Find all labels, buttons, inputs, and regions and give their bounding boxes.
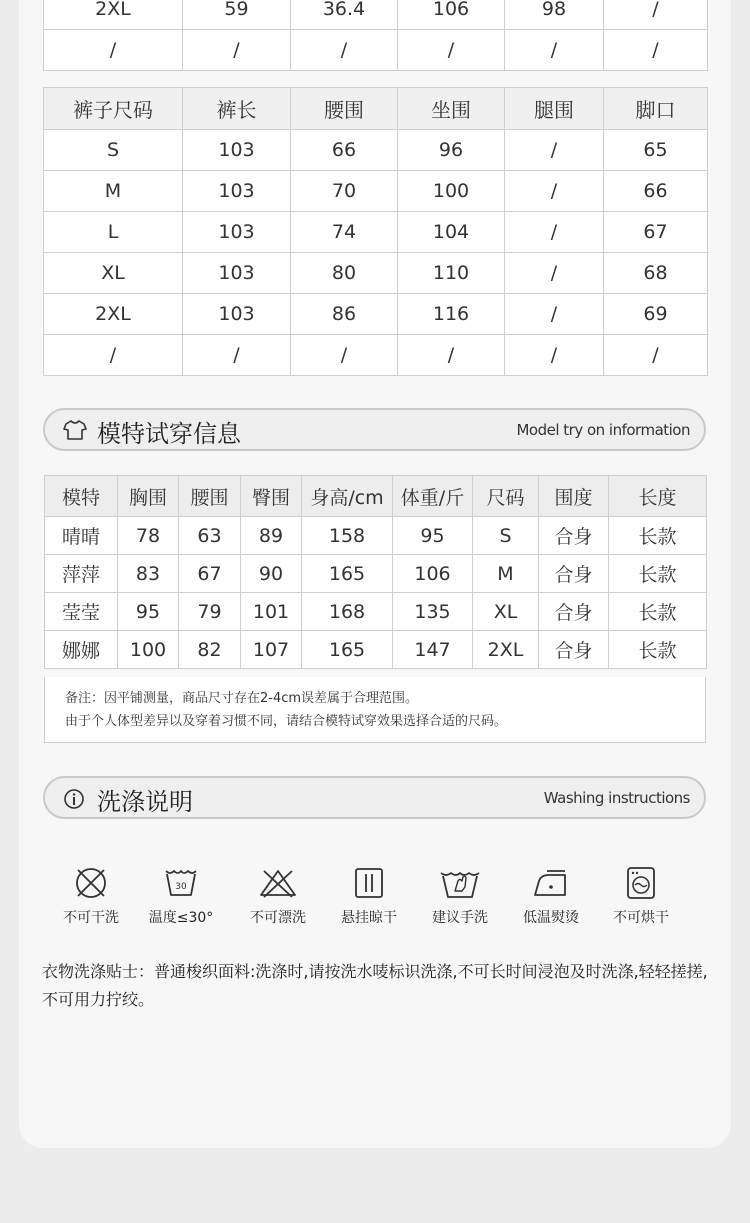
column-header: 裤长 (183, 88, 291, 130)
size-note (44, 677, 706, 743)
table-row (45, 593, 707, 631)
line-dry-icon (351, 865, 387, 901)
column-header: 腰围 (179, 476, 241, 517)
table-cell: / (398, 335, 505, 376)
table-cell: 2XL (473, 631, 539, 669)
table-row (44, 294, 708, 335)
table-cell: 80 (291, 253, 398, 294)
table-row (44, 212, 708, 253)
table-cell: / (505, 335, 604, 376)
wash-label: 建议手洗 (432, 910, 488, 926)
column-header: 腿围 (505, 88, 604, 130)
wash-temp-value: 30 (175, 882, 187, 892)
table-cell: S (473, 517, 539, 555)
table-cell: / (291, 30, 398, 71)
table-cell: 83 (118, 555, 179, 593)
table-cell: / (604, 335, 708, 376)
table-cell: 86 (291, 294, 398, 335)
table-cell: 103 (183, 212, 291, 253)
wash-label: 低温熨烫 (523, 910, 579, 926)
wash-label: 不可烘干 (613, 910, 669, 926)
table-cell: 莹莹 (45, 593, 118, 631)
table-cell: 萍萍 (45, 555, 118, 593)
table-cell: 158 (302, 517, 393, 555)
column-header: 模特 (45, 476, 118, 517)
table-cell: 96 (398, 130, 505, 171)
table-cell: 168 (302, 593, 393, 631)
table-cell: 2XL (44, 294, 183, 335)
washing-title: 洗涤说明 (97, 788, 193, 816)
wash-label: 悬挂晾干 (341, 910, 397, 926)
table-cell: 79 (179, 593, 241, 631)
table-cell: / (505, 212, 604, 253)
table-cell: 103 (183, 130, 291, 171)
low-iron-icon (531, 865, 571, 901)
pants-size-table (43, 87, 708, 376)
wash-item (319, 865, 419, 927)
info-icon (63, 788, 85, 814)
table-cell: / (291, 335, 398, 376)
column-header: 体重/斤 (393, 476, 473, 517)
table-cell: 长款 (609, 555, 707, 593)
table-cell: 90 (241, 555, 302, 593)
wash-item (501, 865, 601, 927)
column-header: 尺码 (473, 476, 539, 517)
no-tumble-dry-icon (623, 865, 659, 901)
column-header: 脚口 (604, 88, 708, 130)
column-header: 身高/cm (302, 476, 393, 517)
washing-tips: 衣物洗涤贴士：普通梭织面料:洗涤时,请按洗水唛标识洗涤,不可长时间浸泡及时洗涤,轻轻搓搓,不可用力拧绞。 (42, 962, 708, 1009)
table-row (45, 555, 707, 593)
table-cell: / (398, 30, 505, 71)
table-header-row (45, 476, 707, 517)
table-cell: / (604, 30, 708, 71)
column-header: 坐围 (398, 88, 505, 130)
table-cell: 67 (604, 212, 708, 253)
no-bleach-icon (258, 865, 298, 901)
washing-subtitle: Washing instructions (543, 789, 690, 807)
column-header: 胸围 (118, 476, 179, 517)
table-cell: 66 (291, 130, 398, 171)
table-row (44, 253, 708, 294)
table-cell: 165 (302, 631, 393, 669)
table-cell: 100 (398, 171, 505, 212)
tshirt-icon (63, 419, 87, 445)
wash-item (228, 865, 328, 927)
table-row (44, 130, 708, 171)
table-cell: 104 (398, 212, 505, 253)
table-header-row (44, 88, 708, 130)
column-header: 腰围 (291, 88, 398, 130)
table-cell: 135 (393, 593, 473, 631)
table-cell: 110 (398, 253, 505, 294)
table-cell: XL (473, 593, 539, 631)
table-cell: 103 (183, 253, 291, 294)
table-row (44, 171, 708, 212)
table-cell: / (183, 30, 291, 71)
table-cell: 95 (118, 593, 179, 631)
hand-wash-icon (438, 865, 482, 901)
table-cell: 107 (241, 631, 302, 669)
table-cell: 2XL (44, 0, 183, 30)
column-header: 裤子尺码 (44, 88, 183, 130)
table-cell: M (44, 171, 183, 212)
column-header: 臀围 (241, 476, 302, 517)
wash-item (591, 865, 691, 927)
table-cell: / (505, 30, 604, 71)
table-cell: 合身 (539, 631, 609, 669)
table-cell: 103 (183, 294, 291, 335)
table-cell: 74 (291, 212, 398, 253)
table-cell: 116 (398, 294, 505, 335)
table-cell: 合身 (539, 555, 609, 593)
model-info-header (43, 408, 706, 451)
table-cell: 36.4 (291, 0, 398, 30)
model-info-title: 模特试穿信息 (97, 420, 241, 448)
wash-label: 不可漂洗 (250, 910, 306, 926)
table-cell: L (44, 212, 183, 253)
washing-icons (0, 865, 750, 935)
table-cell: 67 (179, 555, 241, 593)
table-cell: 长款 (609, 593, 707, 631)
table-cell: 合身 (539, 593, 609, 631)
table-cell: 103 (183, 171, 291, 212)
table-cell: 100 (118, 631, 179, 669)
table-row (44, 0, 708, 30)
table-cell: / (505, 294, 604, 335)
table-cell: S (44, 130, 183, 171)
no-dry-clean-icon (73, 865, 109, 901)
note-line-1: 备注：因平铺测量，商品尺寸存在2-4cm误差属于合理范围。 (65, 691, 419, 706)
table-cell: 147 (393, 631, 473, 669)
table-row (45, 517, 707, 555)
wash-30-icon (163, 865, 199, 901)
model-try-on-table (44, 475, 707, 669)
wash-item (41, 865, 141, 927)
column-header: 长度 (609, 476, 707, 517)
table-cell: 69 (604, 294, 708, 335)
table-cell: 68 (604, 253, 708, 294)
top-size-table (43, 0, 708, 71)
table-cell: 95 (393, 517, 473, 555)
table-cell: 合身 (539, 517, 609, 555)
table-cell: XL (44, 253, 183, 294)
table-cell: 106 (398, 0, 505, 30)
table-cell: / (44, 30, 183, 71)
wash-item (131, 865, 231, 927)
table-row (44, 335, 708, 376)
table-cell: 89 (241, 517, 302, 555)
table-cell: M (473, 555, 539, 593)
table-cell: 70 (291, 171, 398, 212)
table-cell: / (44, 335, 183, 376)
table-cell: 82 (179, 631, 241, 669)
wash-label: 温度≤30° (148, 910, 214, 926)
table-row (44, 30, 708, 71)
table-cell: / (505, 171, 604, 212)
table-cell: 63 (179, 517, 241, 555)
table-cell: 娜娜 (45, 631, 118, 669)
table-cell: 106 (393, 555, 473, 593)
wash-item (410, 865, 510, 927)
column-header: 围度 (539, 476, 609, 517)
washing-header (43, 776, 706, 819)
table-cell: 长款 (609, 517, 707, 555)
table-cell: / (604, 0, 708, 30)
note-line-2: 由于个人体型差异以及穿着习惯不同，请结合模特试穿效果选择合适的尺码。 (65, 714, 508, 729)
table-cell: 晴晴 (45, 517, 118, 555)
table-cell: 65 (604, 130, 708, 171)
table-cell: 101 (241, 593, 302, 631)
table-cell: 66 (604, 171, 708, 212)
wash-label: 不可干洗 (63, 910, 119, 926)
table-row (45, 631, 707, 669)
table-cell: 长款 (609, 631, 707, 669)
table-cell: / (183, 335, 291, 376)
table-cell: 165 (302, 555, 393, 593)
table-cell: 78 (118, 517, 179, 555)
table-cell: 98 (505, 0, 604, 30)
model-info-subtitle: Model try on information (516, 421, 690, 439)
table-cell: / (505, 253, 604, 294)
table-cell: 59 (183, 0, 291, 30)
table-cell: / (505, 130, 604, 171)
